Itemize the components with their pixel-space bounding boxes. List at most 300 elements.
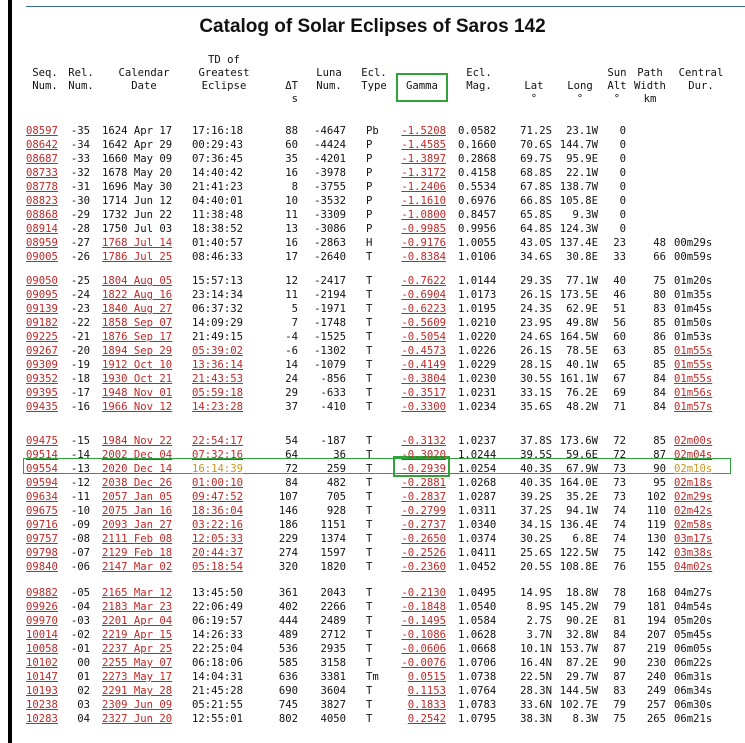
cell-td: 06:19:57: [192, 615, 244, 627]
header-ecl-mag: Ecl. Mag.: [466, 67, 492, 92]
table-row: [26, 180, 745, 194]
cell-seq[interactable]: 09757: [26, 533, 58, 545]
cell-seq[interactable]: 09225: [26, 331, 58, 343]
cell-seq[interactable]: 09309: [26, 359, 58, 371]
cell-long: 94.1W: [566, 505, 598, 517]
cell-long: 59.6E: [566, 449, 598, 461]
cell-dt: 35: [285, 153, 298, 165]
cell-dur[interactable]: 01m57s: [674, 401, 713, 413]
cell-date[interactable]: 1858 Sep 07: [102, 317, 173, 329]
cell-gamma[interactable]: -0.2130: [401, 587, 446, 599]
cell-td: 18:38:52: [192, 223, 244, 235]
cell-date[interactable]: 2327 Jun 20: [102, 713, 173, 725]
cell-date[interactable]: 2255 May 07: [102, 657, 173, 669]
cell-width: 66: [653, 251, 666, 263]
cell-gamma[interactable]: -0.0076: [401, 657, 446, 669]
cell-luna: -187: [320, 435, 346, 447]
cell-gamma[interactable]: -1.3897: [401, 153, 446, 165]
cell-dur[interactable]: 02m58s: [674, 519, 713, 531]
cell-date[interactable]: 2129 Feb 18: [102, 547, 173, 559]
cell-mag: 1.0055: [458, 237, 497, 249]
cell-type: T: [366, 491, 373, 503]
cell-date[interactable]: 1804 Aug 05: [102, 275, 173, 287]
cell-gamma[interactable]: 0.2542: [407, 713, 446, 725]
cell-width: 48: [653, 237, 666, 249]
cell-gamma[interactable]: -0.2799: [401, 505, 446, 517]
cell-date[interactable]: 2002 Dec 04: [102, 449, 173, 461]
cell-long: 18.8W: [566, 587, 598, 599]
cell-luna: -2640: [314, 251, 346, 263]
cell-rel: -13: [70, 463, 90, 475]
cell-mag: 0.8457: [458, 209, 497, 221]
cell-alt: 0: [619, 167, 626, 179]
cell-gamma[interactable]: -0.3804: [401, 373, 446, 385]
cell-alt: 56: [613, 317, 626, 329]
cell-rel: -33: [70, 153, 90, 165]
cell-td[interactable]: 03:22:16: [192, 519, 244, 531]
cell-type: T: [366, 561, 373, 573]
cell-date[interactable]: 2038 Dec 26: [102, 477, 173, 489]
cell-date[interactable]: 1912 Oct 10: [102, 359, 173, 371]
cell-lat: 28.1S: [520, 359, 552, 371]
cell-seq[interactable]: 09475: [26, 435, 58, 447]
cell-type: T: [366, 251, 373, 263]
cell-dur: 04m54s: [674, 601, 713, 613]
cell-alt: 23: [613, 237, 626, 249]
cell-td[interactable]: 05:59:18: [192, 387, 244, 399]
cell-luna: 482: [326, 477, 346, 489]
cell-gamma[interactable]: -0.7622: [401, 275, 446, 287]
cell-lat: 66.8S: [520, 195, 552, 207]
cell-dt: 29: [285, 387, 298, 399]
cell-td[interactable]: 01:00:10: [192, 477, 244, 489]
cell-dur[interactable]: 02m29s: [674, 491, 713, 503]
cell-td: 14:04:31: [192, 671, 244, 683]
cell-seq[interactable]: 09435: [26, 401, 58, 413]
cell-seq[interactable]: 09798: [26, 547, 58, 559]
cell-seq[interactable]: 08687: [26, 153, 58, 165]
cell-alt: 0: [619, 223, 626, 235]
cell-gamma[interactable]: -1.0800: [401, 209, 446, 221]
cell-dt: 107: [278, 491, 298, 503]
table-row: [26, 600, 745, 614]
cell-type: T: [366, 317, 373, 329]
cell-dur[interactable]: 01m56s: [674, 387, 713, 399]
cell-seq[interactable]: 09005: [26, 251, 58, 263]
cell-seq[interactable]: 08642: [26, 139, 58, 151]
cell-lat: 39.2S: [520, 491, 552, 503]
cell-gamma[interactable]: -0.2737: [401, 519, 446, 531]
cell-long: 48.2W: [566, 401, 598, 413]
cell-dur[interactable]: 02m10s: [674, 463, 713, 475]
cell-seq[interactable]: 09675: [26, 505, 58, 517]
cell-mag: 1.0254: [458, 463, 497, 475]
cell-seq[interactable]: 09554: [26, 463, 58, 475]
cell-dt: 146: [278, 505, 298, 517]
cell-seq[interactable]: 09970: [26, 615, 58, 627]
cell-dur[interactable]: 02m18s: [674, 477, 713, 489]
cell-seq[interactable]: 09514: [26, 449, 58, 461]
cell-rel: -27: [70, 237, 90, 249]
cell-alt: 33: [613, 251, 626, 263]
table-row: [26, 208, 745, 222]
cell-rel: -11: [70, 491, 90, 503]
header-rel-num: Rel. Num.: [68, 67, 94, 92]
cell-lat: 33.6N: [520, 699, 552, 711]
cell-gamma[interactable]: -0.4573: [401, 345, 446, 357]
cell-type: T: [366, 713, 373, 725]
cell-luna: 3158: [320, 657, 346, 669]
cell-td: 21:41:23: [192, 181, 244, 193]
cell-dur[interactable]: 03m38s: [674, 547, 713, 559]
cell-gamma[interactable]: -0.2939: [401, 463, 446, 475]
cell-long: 173.5E: [559, 289, 598, 301]
table-row: [26, 166, 745, 180]
table-row: [26, 358, 745, 372]
cell-type: T: [366, 699, 373, 711]
cell-alt: 0: [619, 181, 626, 193]
cell-seq[interactable]: 08823: [26, 195, 58, 207]
cell-lat: 26.1S: [520, 289, 552, 301]
cell-lat: 33.1S: [520, 387, 552, 399]
cell-lat: 3.7N: [526, 629, 552, 641]
cell-seq[interactable]: 09716: [26, 519, 58, 531]
cell-dur: 06m34s: [674, 685, 713, 697]
cell-td[interactable]: 05:18:54: [192, 561, 244, 573]
cell-seq[interactable]: 10193: [26, 685, 58, 697]
table-row: [26, 194, 745, 208]
cell-long: 78.5E: [566, 345, 598, 357]
cell-dt: 54: [285, 435, 298, 447]
cell-long: 76.2E: [566, 387, 598, 399]
cell-td[interactable]: 16:14:39: [192, 463, 244, 475]
cell-type: P: [366, 181, 373, 193]
cell-mag: 1.0540: [458, 601, 497, 613]
cell-td[interactable]: 07:32:16: [192, 449, 244, 461]
cell-td[interactable]: 05:39:02: [192, 345, 244, 357]
cell-type: P: [366, 139, 373, 151]
cell-width: 95: [653, 477, 666, 489]
cell-type: T: [366, 289, 373, 301]
cell-long: 22.1W: [566, 167, 598, 179]
cell-date[interactable]: 1948 Nov 01: [102, 387, 173, 399]
cell-gamma[interactable]: -0.2360: [401, 561, 446, 573]
cell-seq[interactable]: 09352: [26, 373, 58, 385]
cell-type: T: [366, 533, 373, 545]
cell-gamma[interactable]: -1.4585: [401, 139, 446, 151]
cell-long: 40.1W: [566, 359, 598, 371]
cell-dur: 01m50s: [674, 317, 713, 329]
cell-dur: 06m21s: [674, 713, 713, 725]
table-row: [26, 448, 745, 462]
cell-lat: 35.6S: [520, 401, 552, 413]
cell-mag: 1.0237: [458, 435, 497, 447]
cell-seq[interactable]: 10014: [26, 629, 58, 641]
cell-long: 77.1W: [566, 275, 598, 287]
cell-dur: 01m45s: [674, 303, 713, 315]
header-td-greatest: TD of Greatest Eclipse: [198, 54, 250, 92]
cell-dur[interactable]: 01m55s: [674, 373, 713, 385]
cell-gamma[interactable]: 0.0515: [407, 671, 446, 683]
cell-rel: -35: [70, 125, 90, 137]
cell-luna: -3978: [314, 167, 346, 179]
cell-gamma[interactable]: -0.2650: [401, 533, 446, 545]
cell-luna: -2863: [314, 237, 346, 249]
cell-width: 119: [646, 519, 666, 531]
cell-alt: 67: [613, 373, 626, 385]
cell-lat: 68.8S: [520, 167, 552, 179]
cell-date[interactable]: 2273 May 17: [102, 671, 173, 683]
cell-lat: 34.6S: [520, 251, 552, 263]
cell-date[interactable]: 2020 Dec 14: [102, 463, 173, 475]
cell-lat: 20.5S: [520, 561, 552, 573]
cell-lat: 34.1S: [520, 519, 552, 531]
cell-mag: 1.0231: [458, 387, 497, 399]
cell-date[interactable]: 1984 Nov 22: [102, 435, 173, 447]
cell-date[interactable]: 2237 Apr 25: [102, 643, 173, 655]
header-central-dur: Central Dur.: [678, 67, 724, 92]
cell-dt: -4: [285, 331, 298, 343]
cell-date[interactable]: 2309 Jun 09: [102, 699, 173, 711]
cell-gamma[interactable]: -0.6223: [401, 303, 446, 315]
cell-lat: 8.9S: [526, 601, 552, 613]
cell-alt: 46: [613, 289, 626, 301]
cell-lat: 24.6S: [520, 331, 552, 343]
cell-seq[interactable]: 09267: [26, 345, 58, 357]
cell-seq[interactable]: 09594: [26, 477, 58, 489]
cell-date[interactable]: 1894 Sep 29: [102, 345, 173, 357]
cell-seq[interactable]: 09050: [26, 275, 58, 287]
cell-gamma[interactable]: -0.4149: [401, 359, 446, 371]
cell-width: 84: [653, 387, 666, 399]
cell-date[interactable]: 2183 Mar 23: [102, 601, 173, 613]
cell-date[interactable]: 1768 Jul 14: [102, 237, 173, 249]
cell-gamma[interactable]: -0.6904: [401, 289, 446, 301]
cell-td[interactable]: 14:23:28: [192, 401, 244, 413]
cell-td[interactable]: 22:54:17: [192, 435, 244, 447]
cell-dt: 690: [278, 685, 298, 697]
cell-date[interactable]: 2057 Jan 05: [102, 491, 173, 503]
cell-dur: 06m31s: [674, 671, 713, 683]
cell-seq[interactable]: 08914: [26, 223, 58, 235]
cell-gamma[interactable]: 0.1833: [407, 699, 446, 711]
cell-type: T: [366, 477, 373, 489]
cell-date[interactable]: 1786 Jul 25: [102, 251, 173, 263]
cell-long: 145.2W: [559, 601, 598, 613]
cell-alt: 79: [613, 699, 626, 711]
cell-seq[interactable]: 08597: [26, 125, 58, 137]
cell-gamma[interactable]: -0.3517: [401, 387, 446, 399]
cell-width: 85: [653, 317, 666, 329]
cell-td: 06:37:32: [192, 303, 244, 315]
cell-mag: 1.0374: [458, 533, 497, 545]
cell-dur[interactable]: 03m17s: [674, 533, 713, 545]
cell-seq[interactable]: 10102: [26, 657, 58, 669]
cell-seq[interactable]: 09139: [26, 303, 58, 315]
cell-rel: -10: [70, 505, 90, 517]
cell-gamma[interactable]: -0.5054: [401, 331, 446, 343]
cell-type: P: [366, 195, 373, 207]
cell-date[interactable]: 2219 Apr 15: [102, 629, 173, 641]
cell-gamma[interactable]: -0.9176: [401, 237, 446, 249]
cell-gamma[interactable]: -0.2881: [401, 477, 446, 489]
cell-gamma[interactable]: -0.1848: [401, 601, 446, 613]
table-row: [26, 330, 745, 344]
cell-td[interactable]: 09:47:52: [192, 491, 244, 503]
cell-alt: 71: [613, 401, 626, 413]
cell-gamma[interactable]: -0.3300: [401, 401, 446, 413]
cell-date[interactable]: 2093 Jan 27: [102, 519, 173, 531]
cell-seq[interactable]: 08733: [26, 167, 58, 179]
cell-seq[interactable]: 10238: [26, 699, 58, 711]
cell-mag: 1.0795: [458, 713, 497, 725]
cell-seq[interactable]: 09882: [26, 587, 58, 599]
cell-td: 15:57:13: [192, 275, 244, 287]
cell-date[interactable]: 2147 Mar 02: [102, 561, 173, 573]
cell-date[interactable]: 1966 Nov 12: [102, 401, 173, 413]
cell-dt: 636: [278, 671, 298, 683]
table-row: [26, 372, 745, 386]
cell-rel: -32: [70, 167, 90, 179]
cell-td[interactable]: 13:36:14: [192, 359, 244, 371]
cell-dur[interactable]: 01m55s: [674, 345, 713, 357]
cell-dt: 274: [278, 547, 298, 559]
cell-gamma[interactable]: -0.3132: [401, 435, 446, 447]
cell-gamma[interactable]: -0.1086: [401, 629, 446, 641]
cell-lat: 16.4N: [520, 657, 552, 669]
cell-date[interactable]: 2201 Apr 04: [102, 615, 173, 627]
table-row: [26, 434, 745, 448]
cell-seq[interactable]: 09926: [26, 601, 58, 613]
cell-gamma[interactable]: 0.1153: [407, 685, 446, 697]
cell-lat: 65.8S: [520, 209, 552, 221]
cell-seq[interactable]: 09182: [26, 317, 58, 329]
table-row: [26, 476, 745, 490]
cell-long: 29.7W: [566, 671, 598, 683]
cell-seq[interactable]: 09395: [26, 387, 58, 399]
cell-type: T: [366, 601, 373, 613]
cell-seq[interactable]: 08959: [26, 237, 58, 249]
cell-luna: -1525: [314, 331, 346, 343]
cell-td[interactable]: 18:36:04: [192, 505, 244, 517]
cell-long: 138.7W: [559, 181, 598, 193]
cell-rel: -30: [70, 195, 90, 207]
cell-luna: -1302: [314, 345, 346, 357]
cell-td[interactable]: 12:05:33: [192, 533, 244, 545]
cell-width: 219: [646, 643, 666, 655]
cell-td: 13:45:50: [192, 587, 244, 599]
cell-date[interactable]: 2111 Feb 08: [102, 533, 173, 545]
cell-dur: 06m30s: [674, 699, 713, 711]
cell-date[interactable]: 1876 Sep 17: [102, 331, 173, 343]
cell-gamma[interactable]: -0.1495: [401, 615, 446, 627]
cell-date[interactable]: 1930 Oct 21: [102, 373, 173, 385]
cell-dur: 00m59s: [674, 251, 713, 263]
cell-gamma[interactable]: -1.5208: [401, 125, 446, 137]
cell-dur: 05m45s: [674, 629, 713, 641]
cell-luna: 3827: [320, 699, 346, 711]
cell-date[interactable]: 2075 Jan 16: [102, 505, 173, 517]
cell-dur[interactable]: 02m04s: [674, 449, 713, 461]
cell-dur[interactable]: 02m42s: [674, 505, 713, 517]
cell-type: T: [366, 449, 373, 461]
cell-mag: 1.0144: [458, 275, 497, 287]
cell-gamma[interactable]: -1.2406: [401, 181, 446, 193]
cell-gamma[interactable]: -1.1610: [401, 195, 446, 207]
cell-td[interactable]: 21:43:53: [192, 373, 244, 385]
cell-long: 95.9E: [566, 153, 598, 165]
cell-long: 9.3W: [572, 209, 598, 221]
cell-td[interactable]: 20:44:37: [192, 547, 244, 559]
cell-dur: 06m05s: [674, 643, 713, 655]
cell-dt: 585: [278, 657, 298, 669]
cell-seq[interactable]: 10283: [26, 713, 58, 725]
cell-date[interactable]: 1822 Aug 16: [102, 289, 173, 301]
cell-lat: 14.9S: [520, 587, 552, 599]
table-row: [26, 302, 745, 316]
cell-td: 21:45:28: [192, 685, 244, 697]
cell-gamma[interactable]: -0.9985: [401, 223, 446, 235]
cell-gamma[interactable]: -0.0606: [401, 643, 446, 655]
cell-date[interactable]: 2291 May 28: [102, 685, 173, 697]
cell-seq[interactable]: 09095: [26, 289, 58, 301]
cell-dur[interactable]: 04m02s: [674, 561, 713, 573]
cell-rel: -25: [70, 275, 90, 287]
cell-gamma[interactable]: -0.3020: [401, 449, 446, 461]
cell-td: 17:16:18: [192, 125, 244, 137]
cell-rel: -20: [70, 345, 90, 357]
cell-dt: 13: [285, 223, 298, 235]
cell-date[interactable]: 2165 Mar 12: [102, 587, 173, 599]
cell-gamma[interactable]: -1.3172: [401, 167, 446, 179]
cell-long: 102.7E: [559, 699, 598, 711]
cell-width: 85: [653, 345, 666, 357]
cell-long: 108.8E: [559, 561, 598, 573]
cell-alt: 78: [613, 587, 626, 599]
cell-dur[interactable]: 01m55s: [674, 359, 713, 371]
cell-lat: 70.6S: [520, 139, 552, 151]
cell-luna: 2043: [320, 587, 346, 599]
cell-luna: 1374: [320, 533, 346, 545]
cell-seq[interactable]: 09840: [26, 561, 58, 573]
cell-gamma[interactable]: -0.8384: [401, 251, 446, 263]
cell-seq[interactable]: 10147: [26, 671, 58, 683]
cell-mag: 0.2868: [458, 153, 497, 165]
cell-dur[interactable]: 02m00s: [674, 435, 713, 447]
cell-seq[interactable]: 09634: [26, 491, 58, 503]
cell-rel: -28: [70, 223, 90, 235]
table-row: [26, 222, 745, 236]
cell-gamma[interactable]: -0.2837: [401, 491, 446, 503]
cell-seq[interactable]: 08868: [26, 209, 58, 221]
cell-type: T: [366, 519, 373, 531]
cell-gamma[interactable]: -0.5609: [401, 317, 446, 329]
cell-gamma[interactable]: -0.2526: [401, 547, 446, 559]
cell-mag: 0.9956: [458, 223, 497, 235]
cell-td: 23:14:34: [192, 289, 244, 301]
cell-date[interactable]: 1840 Aug 27: [102, 303, 173, 315]
cell-seq[interactable]: 10058: [26, 643, 58, 655]
cell-seq[interactable]: 08778: [26, 181, 58, 193]
cell-long: 136.4E: [559, 519, 598, 531]
cell-width: 83: [653, 303, 666, 315]
table-row: [26, 490, 745, 504]
cell-dt: 88: [285, 125, 298, 137]
cell-rel: -21: [70, 331, 90, 343]
cell-width: 86: [653, 331, 666, 343]
cell-dur: 05m20s: [674, 615, 713, 627]
cell-long: 23.1W: [566, 125, 598, 137]
